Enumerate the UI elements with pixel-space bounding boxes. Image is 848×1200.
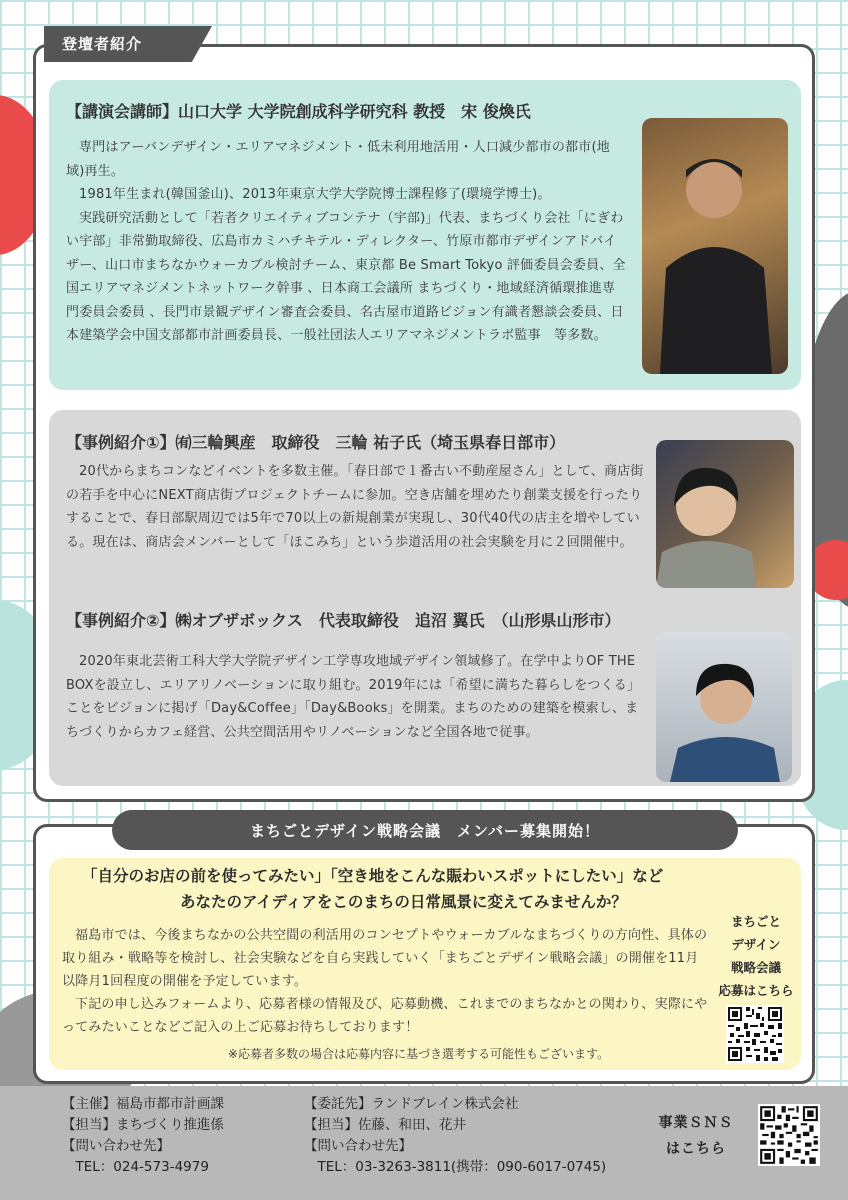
case2-heading: 【事例紹介②】㈱オブザボックス 代表取締役 追沼 翼氏 （山形県山形市）	[66, 611, 621, 630]
lecturer-bio-2: 1981年生まれ(韓国釜山)、2013年東京大学大学院博士課程修了(環境学博士)。	[79, 187, 551, 202]
footer-sns-label	[650, 1110, 742, 1162]
recruit-side-label	[712, 910, 800, 1002]
case1-photo	[656, 440, 794, 588]
recruit-body	[62, 924, 708, 1039]
lecturer-heading: 【講演会講師】山口大学 大学院創成科学研究科 教授 宋 俊煥氏	[66, 102, 531, 121]
sns-line-1: 事業ＳＮＳ	[658, 1115, 734, 1131]
case2-bio-1: 2020年東北芸術工科大学大学院デザイン工学専攻地域デザイン領域修了。在学中よりOF THE BOXを設立し、エリアリノベーションに取り組む。2019年には「希望に満ちた暮らしをつくる」ことをビジョンに掲げ「Day&Coffee」「Day&Books」を開業。まちのための建築を模索し、まちづくりからカフェ経営、公共空間活用やリノベーションなど全国各地で従事。	[66, 654, 641, 740]
qr-code-icon	[726, 1005, 784, 1063]
person-silhouette-icon	[656, 440, 794, 588]
lecturer-bio-1: 専門はアーバンデザイン・エリアマネジメント・低未利用地活用・人口減少都市の都市(地域)再生。	[66, 140, 610, 179]
application-qr-code[interactable]	[726, 1005, 784, 1063]
footer-left-2: 【担当】まちづくり推進係	[62, 1117, 224, 1133]
footer-right-1: 【委託先】ランドブレイン株式会社	[304, 1096, 519, 1112]
footer-right	[304, 1094, 606, 1178]
recruit-body-1: 福島市では、今後まちなかの公共空間の利活用のコンセプトやウォーカブルなまちづくりの方向性、具体の取り組み・戦略等を検討し、社会実験などを自ら実践していく「まちごとデザイン戦略会議」の開催を11月以降月1回程度の開催を予定しています。	[62, 928, 708, 989]
case1-heading: 【事例紹介①】㈲三輪興産 取締役 三輪 祐子氏（埼玉県春日部市）	[66, 433, 566, 452]
sns-line-2: はこちら	[666, 1141, 726, 1157]
side-line-1: まちごと	[730, 914, 781, 929]
recruit-body-2: 下記の申し込みフォームより、応募者様の情報及び、応募動機、これまでのまちなかとの関わり、実際にやってみたいことなどご記入の上ご応募お待ちしております！	[62, 997, 708, 1035]
side-line-4[interactable]: 応募はこちら	[718, 983, 794, 998]
case1-bio-1: 20代からまちコンなどイベントを多数主催。「春日部で１番古い不動産屋さん」として、商店街の若手を中心にNEXT商店街プロジェクトチームに参加。空き店舗を埋めたり創業支援を行ったりすることで、春日部駅周辺では5年で70以上の新規創業が実現し、30代40代の店主を増やしている。現在は、商店会メンバーとして「ほこみち」という歩道活用の社会実験を月に２回開催中。	[66, 464, 644, 550]
lecturer-photo	[642, 118, 788, 374]
person-silhouette-icon	[656, 632, 792, 782]
speakers-tag-label: 登壇者紹介	[62, 35, 143, 53]
case2-bio	[66, 650, 646, 744]
side-line-3: 戦略会議	[730, 960, 781, 975]
side-line-2: デザイン	[731, 937, 781, 952]
footer-left-4: TEL：024-573-4979	[62, 1159, 209, 1175]
footer-right-4: TEL：03-3263-3811(携帯：090-6017-0745)	[304, 1159, 607, 1175]
footer-right-3: 【問い合わせ先】	[304, 1138, 412, 1154]
person-silhouette-icon	[642, 118, 788, 374]
recruit-catch-2: あなたのアイディアをこのまちの日常風景に変えてみませんか？	[180, 893, 627, 911]
footer-left-1: 【主催】福島市都市計画課	[62, 1096, 224, 1112]
lecturer-bio-3: 実践研究活動として「若者クリエイティブコンテナ（宇部)」代表、まちづくり会社「にぎわい宇部」非常勤取締役、広島市カミハチキテル・ディレクター、竹原市都市デザインアドバイザー、山口市まちなかウォーカブル検討チーム、東京都 Be Smart Tokyo 評価委員会委員、全国エリアマネジメントネットワーク幹事 、日本商工会議所 まちづくり・地域経済循環推進専門委員会委員 、長門市景観デザイン審査会委員、名古屋市道路ビジョン有識者懇談会委員、日本建築学会中国支部都市計画委員長、一般社団法人エリアマネジメントラボ監事 等多数。	[66, 210, 626, 343]
footer-left-3: 【問い合わせ先】	[62, 1138, 170, 1154]
footer-right-2: 【担当】佐藤、和田、花井	[304, 1117, 466, 1133]
lecturer-bio	[66, 136, 628, 348]
case1-bio	[66, 460, 644, 554]
sns-qr-code[interactable]	[758, 1104, 820, 1166]
footer-left	[62, 1094, 224, 1178]
recruit-catch-1: 「自分のお店の前を使ってみたい」「空き地をこんな賑わいスポットにしたい」など	[82, 867, 664, 885]
case2-photo	[656, 632, 792, 782]
qr-code-icon	[758, 1104, 820, 1166]
recruit-note: ※応募者多数の場合は応募内容に基づき選考する可能性もございます。	[228, 1047, 610, 1061]
recruit-banner-label: まちごとデザイン戦略会議 メンバー募集開始！	[250, 822, 600, 840]
